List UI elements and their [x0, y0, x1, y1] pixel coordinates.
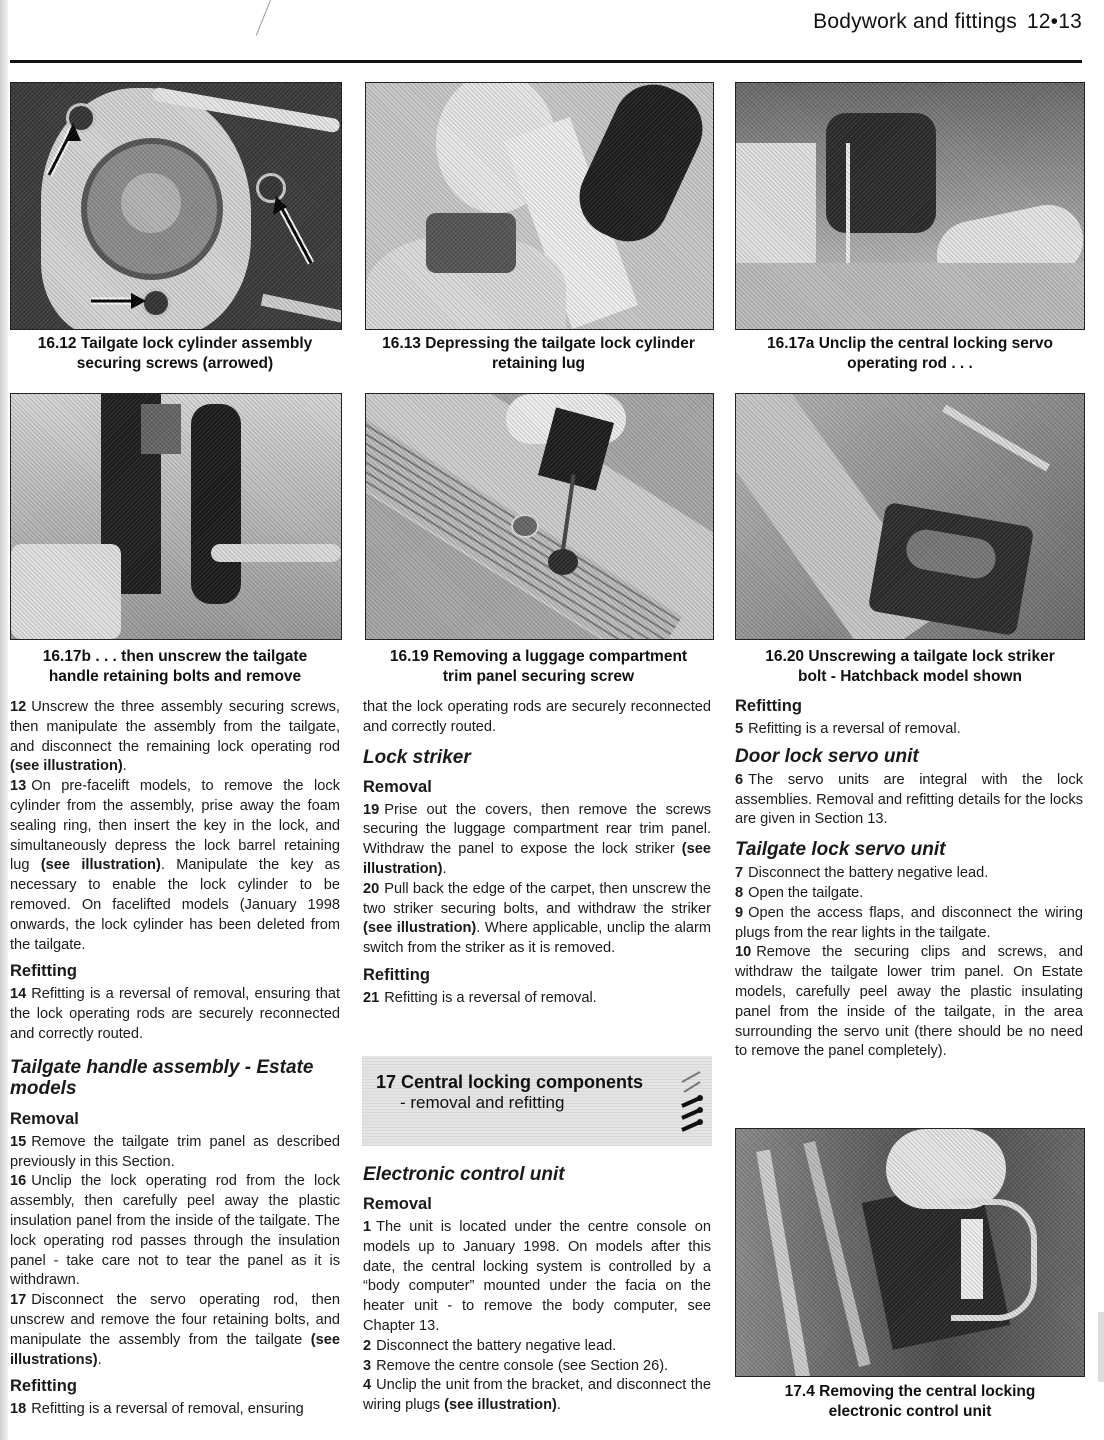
paragraph-9: 9 Open the access flaps, and disconnect the wiring plugs from the rear lights in the tailgate. [735, 904, 1083, 941]
text-column-2-lower [363, 1162, 711, 1416]
paragraph-20: 20 Pull back the edge of the carpet, then unscrew the two striker securing bolts, and withdraw the striker (see illustration). Where applicable, unclip the alarm switch from the striker as it is removed. [363, 880, 711, 957]
section-17-subtitle: - removal and refitting [400, 1093, 565, 1112]
subheading-refitting: Refitting [10, 1377, 77, 1396]
figure-16-13-photo [365, 82, 714, 330]
figure-17-4-photo [735, 1128, 1085, 1377]
illustration-ref: (see illustration) [444, 1397, 557, 1414]
text-column-2 [363, 698, 711, 1009]
paragraph-10: 10 Remove the securing clips and screws, and withdraw the tailgate lower trim panel. On Estate models, carefully peel away the plastic insulating panel from the inside of the tailgate, in the area surrounding the servo unit (there should be no need to remove the panel completely). [735, 944, 1083, 1060]
figure-16-12-caption: 16.12 Tailgate lock cylinder assembly securing screws (arrowed) [37, 335, 313, 372]
subheading-removal: Removal [10, 1109, 79, 1128]
running-header [813, 10, 1082, 34]
subheading-refitting: Refitting [10, 962, 77, 981]
paragraph-8: 8 Open the tailgate. [735, 884, 864, 901]
figure-16-12-photo [10, 82, 342, 330]
section-17-heading-box [362, 1056, 712, 1146]
paragraph-7: 7 Disconnect the battery negative lead. [735, 865, 989, 882]
header-rule [10, 60, 1082, 63]
figure-16-13-caption: 16.13 Depressing the tailgate lock cylinder retaining lug [382, 335, 695, 372]
illustration-ref: (see illustrations) [10, 1331, 340, 1368]
heading-door-lock-servo-unit: Door lock servo unit [735, 745, 919, 767]
paragraph-13: 13 On pre-facelift models, to remove the lock cylinder from the assembly, prise away the foam sealing ring, then insert the key in the lock, and simultaneously depress the lock barrel retaining lug (see illustration). Manipulate the key as necessary to enable the lock cylinder to be removed. On facelifted models (January 1998 onwards, the lock cylinder has been deleted from the tailgate. [10, 778, 341, 953]
illustration-ref: (see illustration) [363, 920, 477, 937]
paragraph-21: 21 Refitting is a reversal of removal. [363, 989, 597, 1006]
subheading-removal: Removal [363, 777, 432, 796]
paragraph-12: 12 Unscrew the three assembly securing screws, then manipulate the assembly from the tailgate, and disconnect the remaining lock operating rod (see illustration). [10, 699, 340, 775]
figure-16-17b-caption: 16.17b . . . then unscrew the tailgate handle retaining bolts and remove [42, 648, 308, 685]
heading-lock-striker: Lock striker [363, 746, 471, 768]
page-number: 12•13 [1026, 10, 1082, 33]
figure-16-20-photo [735, 393, 1085, 640]
figure-16-20-caption: 16.20 Unscrewing a tailgate lock striker bolt - Hatchback model shown [765, 648, 1055, 685]
heading-electronic-control-unit: Electronic control unit [363, 1164, 565, 1185]
section-17-title: 17 Central locking components [376, 1072, 644, 1092]
paragraph-2: 2 Disconnect the battery negative lead. [363, 1337, 617, 1354]
paragraph-6: 6 The servo units are integral with the lock assemblies. Removal and refitting details for the locks are given in Section 13. [735, 771, 1083, 828]
paragraph-17: 17 Disconnect the servo operating rod, then unscrew and remove the four retaining bolts, and manipulate the assembly from the tailgate (see illustrations). [10, 1292, 340, 1368]
heading-tailgate-handle-assembly: Tailgate handle assembly - Estate models [10, 1056, 314, 1099]
page-gutter-shadow [0, 0, 8, 1440]
text-column-1 [10, 698, 340, 1420]
paragraph-19: 19 Prise out the covers, then remove the screws securing the luggage compartment rear trim panel. Withdraw the panel to expose the lock striker (see illustration). [363, 801, 711, 877]
paragraph-3: 3 Remove the centre console (see Section 26). [363, 1357, 669, 1374]
subheading-refitting: Refitting [363, 965, 430, 984]
page-edge-tab [1098, 1312, 1104, 1382]
figure-16-19-caption: 16.19 Removing a luggage compartment trim panel securing screw [389, 648, 688, 685]
figure-16-19-photo [365, 393, 714, 640]
scan-artifact-line [256, 0, 271, 36]
illustration-ref: (see illustration) [363, 841, 711, 877]
paragraph-18-continued: that the lock operating rods are securely reconnected and correctly routed. [363, 699, 711, 735]
paragraph-16: 16 Unclip the lock operating rod from the lock assembly, then carefully peel away the plastic insulation panel from the inside of the tailgate. The lock operating rod passes through the insulation panel - take care not to tear the panel as it is withdrawn. [10, 1173, 340, 1289]
heading-tailgate-lock-servo-unit: Tailgate lock servo unit [735, 839, 946, 861]
illustration-ref: (see illustration) [40, 857, 161, 874]
paragraph-15: 15 Remove the tailgate trim panel as described previously in this Section. [10, 1133, 340, 1170]
paragraph-5: 5 Refitting is a reversal of removal. [735, 721, 961, 737]
paragraph-14: 14 Refitting is a reversal of removal, ensuring that the lock operating rods are securely reconnected and correctly routed. [10, 986, 340, 1042]
figure-17-4-caption: 17.4 Removing the central locking electronic control unit [784, 1383, 1036, 1420]
figure-16-17b-photo [10, 393, 342, 640]
subheading-refitting: Refitting [735, 697, 802, 715]
figure-16-17a-photo [735, 82, 1085, 330]
paragraph-18: 18 Refitting is a reversal of removal, ensuring [10, 1401, 304, 1418]
illustration-ref: (see illustration) [10, 758, 123, 775]
paragraph-4: 4 Unclip the unit from the bracket, and disconnect the wiring plugs (see illustration). [363, 1377, 711, 1414]
section-title: Bodywork and fittings [813, 10, 1017, 33]
text-column-3 [735, 696, 1083, 1062]
paragraph-1: 1 The unit is located under the centre console on models up to January 1998. On models after this date, the central locking system is controlled by a “body computer” mounted under the facia on the heater unit - to remove the body computer, see Chapter 13. [363, 1219, 711, 1334]
subheading-removal: Removal [363, 1195, 432, 1213]
spanner-rating-icon [678, 1068, 704, 1138]
figure-16-17a-caption: 16.17a Unclip the central locking servo operating rod . . . [766, 335, 1053, 372]
